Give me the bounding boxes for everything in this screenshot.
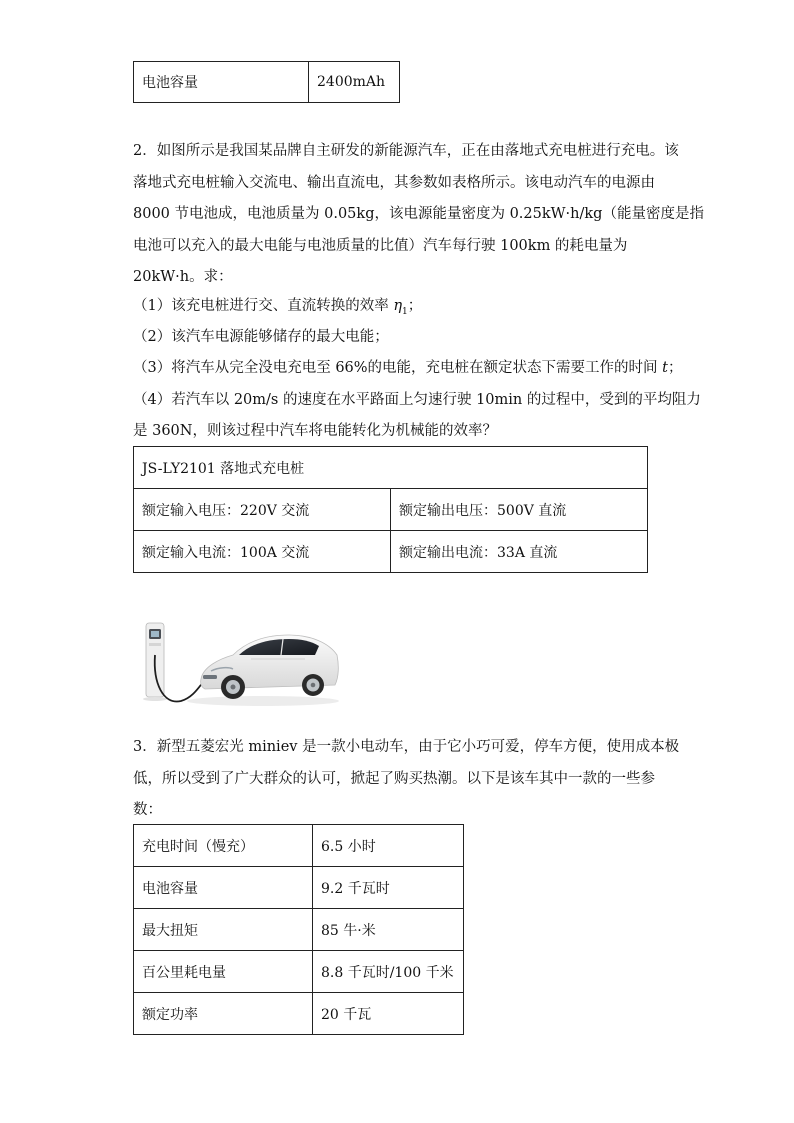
table-cell-value: 2400mAh [309,62,400,103]
table-cell-value: 9.2 千瓦时 [313,867,464,909]
table-row [134,62,400,103]
table-cell-value: 20 千瓦 [313,993,464,1035]
question-2-sub-3: （3）将汽车从完全没电充电至 66%的电能，充电桩在额定状态下需要工作的时间 t； [133,360,683,376]
question-2-sub-2: （2）该汽车电源能够储存的最大电能； [133,329,389,345]
table-row [134,489,648,531]
charger-spec-table [133,446,648,573]
question-3-text [133,732,680,827]
table-row [134,909,464,951]
text-line: 2．如图所示是我国某品牌自主研发的新能源汽车，正在由落地式充电桩进行充电。该 [133,143,679,159]
table-row [134,447,648,489]
question-2-sub-4-cont: 是 360N，则该过程中汽车将电能转化为机械能的效率？ [133,423,497,439]
table-cell: 额定输入电压：220V 交流 [134,489,391,531]
table-cell-label: 额定功率 [134,993,313,1035]
table-cell-label: 百公里耗电量 [134,951,313,993]
ev-charging-illustration [133,613,341,709]
car-spec-table [133,824,464,1035]
table-cell-label: 电池容量 [134,62,309,103]
battery-capacity-table [133,61,400,103]
time-symbol: t [662,360,668,376]
efficiency-subscript: 1 [402,306,408,317]
question-2-sub-1: （1）该充电桩进行交、直流转换的效率 $\eta_1$； [133,298,423,317]
table-cell-value: 6.5 小时 [313,825,464,867]
text-line: 数： [133,802,162,818]
text-line: 电池可以充入的最大电能与电池质量的比值）汽车每行驶 100km 的耗电量为 [133,237,628,254]
table-row [134,825,464,867]
table-cell-label: 最大扭矩 [134,909,313,951]
table-row [134,531,648,573]
table-cell-label: 电池容量 [134,867,313,909]
text-line: 低，所以受到了广大群众的认可，掀起了购买热潮。以下是该车其中一款的一些参 [133,770,655,787]
table-cell: 额定输入电流：100A 交流 [134,531,391,573]
text-line: 20kW·h。求： [133,269,233,285]
table-row [134,867,464,909]
table-cell-label: 充电时间（慢充） [134,825,313,867]
text-line: 8000 节电池成，电池质量为 0.05kg，该电源能量密度为 0.25kW·h/kg（能量密度是指 [133,206,704,222]
table-row [134,993,464,1035]
table-cell: 额定输出电流：33A 直流 [391,531,648,573]
electric-car-icon [187,635,339,706]
question-2-text [133,136,704,294]
table-cell-value: 85 牛·米 [313,909,464,951]
table-cell: 额定输出电压：500V 直流 [391,489,648,531]
table-cell-value: 8.8 千瓦时/100 千米 [313,951,464,993]
question-2-sub-4: （4）若汽车以 20m/s 的速度在水平路面上匀速行驶 10min 的过程中，受到的平均阻力 [133,392,701,408]
table-row [134,951,464,993]
text-line: 落地式充电桩输入交流电、输出直流电，其参数如表格所示。该电动汽车的电源由 [133,174,655,191]
table-title-cell: JS-LY2101 落地式充电桩 [134,447,648,489]
efficiency-symbol: η [393,298,403,314]
text-line: 3．新型五菱宏光 miniev 是一款小电动车，由于它小巧可爱，停车方便，使用成本极 [133,739,680,755]
